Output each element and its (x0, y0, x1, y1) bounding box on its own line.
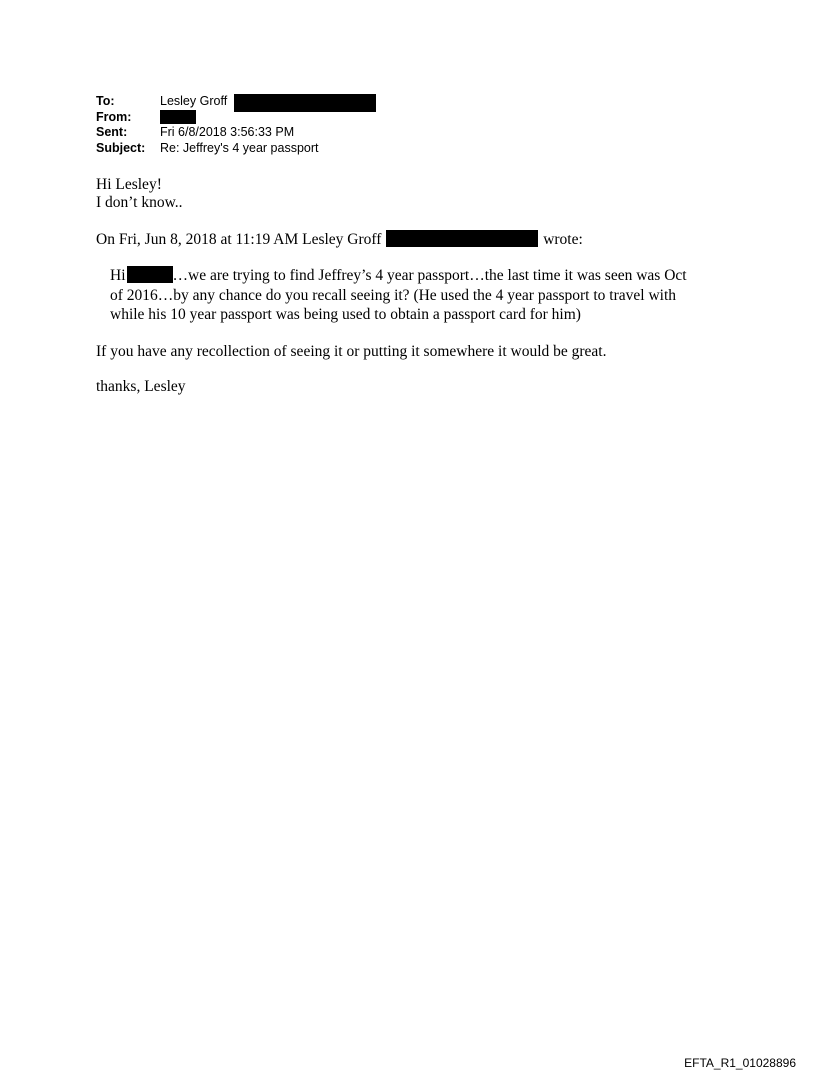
to-value: Lesley Groff (160, 94, 228, 108)
quote-intro-suffix: wrote: (539, 231, 583, 248)
quoted-line1-rest: …we are trying to find Jeffrey’s 4 year passport…the last time it was seen was Oct (172, 267, 687, 284)
quoted-message (110, 266, 710, 325)
quoted-line: of 2016…by any chance do you recall seeing it? (He used the 4 year passport to travel with (110, 286, 676, 304)
to-label: To: (96, 94, 115, 108)
quote-intro (96, 230, 583, 250)
quoted-paragraph: If you have any recollection of seeing it or putting it somewhere it would be great. (96, 343, 607, 360)
reply-text: I don’t know.. (96, 194, 183, 211)
reply-greeting: Hi Lesley! (96, 176, 162, 193)
signoff: thanks, Lesley (96, 378, 186, 395)
subject-value: Re: Jeffrey's 4 year passport (160, 140, 319, 155)
quoted-line (110, 266, 710, 286)
redaction-block (160, 110, 196, 124)
subject-label: Subject: (96, 140, 146, 155)
document-id: EFTA_R1_01028896 (684, 1056, 796, 1070)
quoted-line: while his 10 year passport was being used to obtain a passport card for him) (110, 306, 581, 323)
redaction-block (386, 230, 538, 247)
quote-intro-prefix: On Fri, Jun 8, 2018 at 11:19 AM Lesley Groff (96, 231, 386, 248)
sent-value: Fri 6/8/2018 3:56:33 PM (160, 125, 295, 139)
redaction-block (127, 266, 173, 283)
redaction-block (234, 94, 376, 112)
quoted-line1-start: Hi (110, 267, 126, 284)
from-label: From: (96, 109, 132, 124)
sent-label: Sent: (96, 125, 128, 139)
